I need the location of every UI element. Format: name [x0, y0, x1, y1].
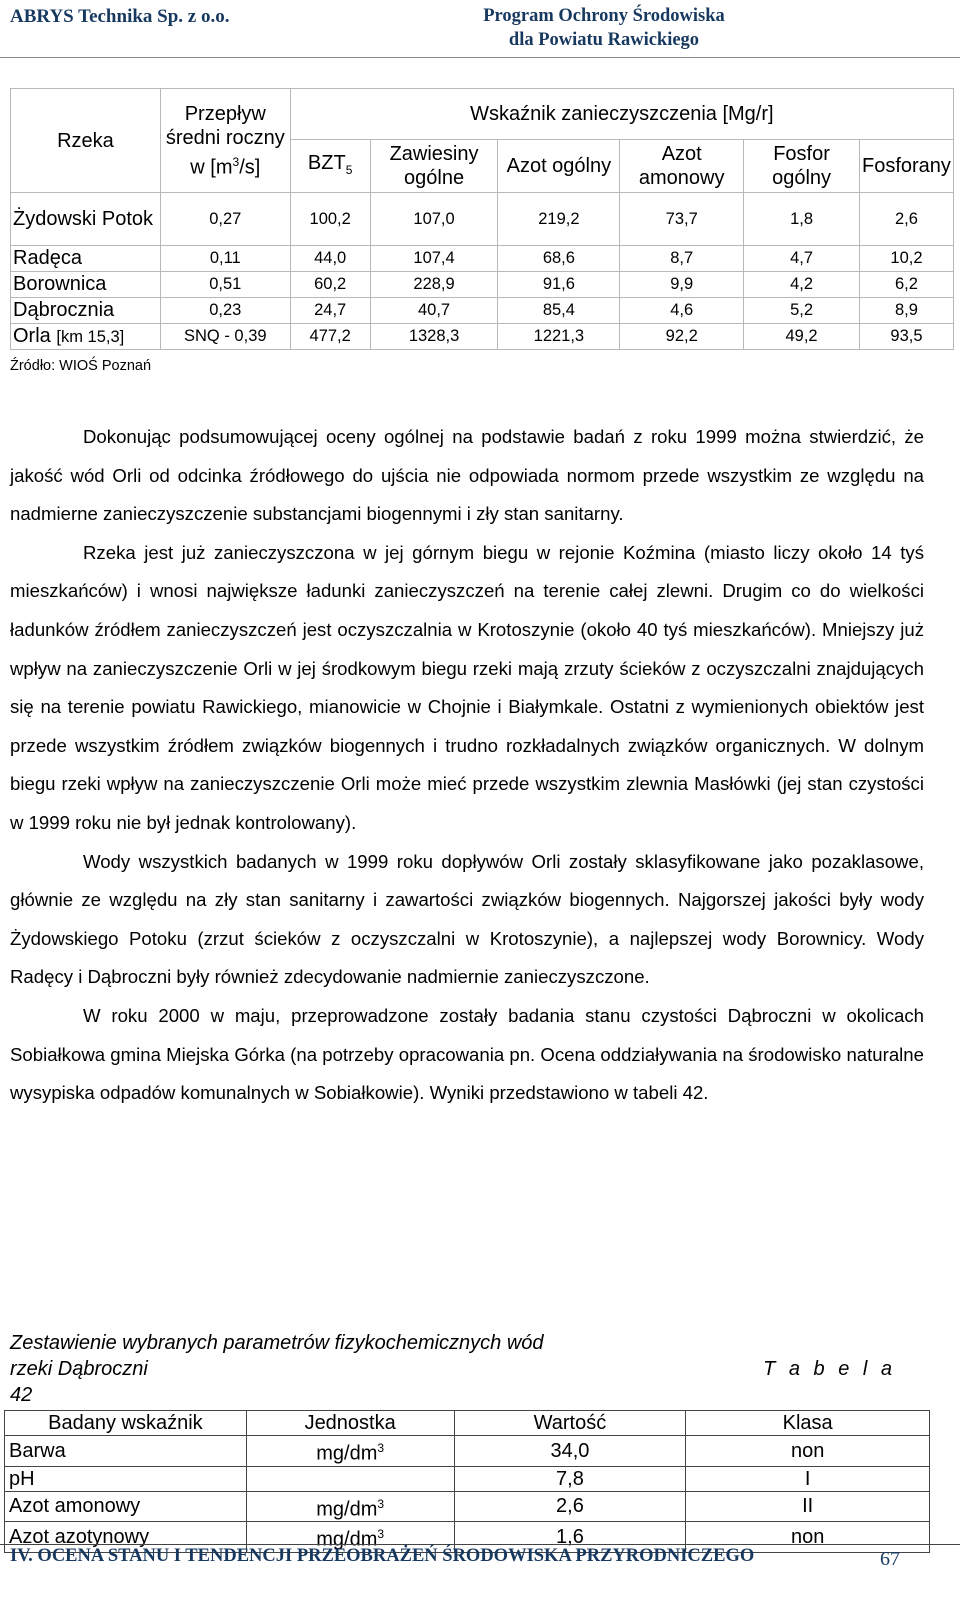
cell-azot: 219,2: [498, 193, 620, 246]
cell-bzt: 100,2: [290, 193, 370, 246]
cell-zaw: 1328,3: [370, 324, 498, 350]
cell-amon: 4,6: [620, 298, 744, 324]
cell-zaw: 107,4: [370, 246, 498, 272]
cell-fosforany: 8,9: [859, 298, 953, 324]
cell-jednostka: $mg/dm^3$: [246, 1522, 454, 1553]
cell-rzeka: Dąbrocznia: [11, 298, 161, 324]
cell-amon: 9,9: [620, 272, 744, 298]
cell-q: 0,23: [160, 298, 290, 324]
header-fosforany: Fosforany: [859, 140, 953, 193]
cell-bzt: 24,7: [290, 298, 370, 324]
cell-zaw: 228,9: [370, 272, 498, 298]
cell-q: 0,51: [160, 272, 290, 298]
table2-header-row: [5, 1411, 930, 1436]
cell-fosfor: 1,8: [744, 193, 860, 246]
cell-rzeka: Borownica: [11, 272, 161, 298]
caption-number: 42: [10, 1384, 33, 1406]
cell-fosfor: 4,2: [744, 272, 860, 298]
header-jednostka: Jednostka: [246, 1411, 454, 1436]
cell-fosfor: 5,2: [744, 298, 860, 324]
header-klasa: Klasa: [686, 1411, 930, 1436]
table-source: Źródło: WIOŚ Poznań: [10, 358, 152, 374]
cell-azot: 91,6: [498, 272, 620, 298]
cell-azot: 85,4: [498, 298, 620, 324]
cell-azot: 68,6: [498, 246, 620, 272]
cell-wartosc: 7,8: [454, 1466, 686, 1491]
cell-amon: 92,2: [620, 324, 744, 350]
header-wartosc: Wartość: [454, 1411, 686, 1436]
program-title-line1: Program Ochrony Środowiska: [483, 6, 725, 26]
table-caption: [10, 1330, 910, 1408]
header-rzeka: Rzeka: [11, 89, 161, 193]
caption-tabela: T a b e l a: [763, 1358, 896, 1380]
table-row: [5, 1491, 930, 1522]
cell-wskaznik: Azot azotynowy: [5, 1522, 247, 1553]
header-wskaznik: Wskaźnik zanieczyszczenia [Mg/r]: [290, 89, 953, 140]
header-zawiesiny: Zawiesiny ogólne: [370, 140, 498, 193]
paragraph: Wody wszystkich badanych w 1999 roku dopływów Orli zostały sklasyfikowane jako pozaklasowe, głównie ze względu na zły stan sanitarny i zawartości związków biogennych. Najgorszej jakości były wody Żydowskiego Potoku (zrzut ścieków z oczyszczalni w Krotoszynie), a najlepszej wody Borownicy. Wody Radęcy i Dąbroczni były również zdecydowanie nadmiernie zanieczyszczone.: [10, 850, 924, 988]
cell-bzt: 60,2: [290, 272, 370, 298]
table-row: [11, 298, 954, 324]
cell-zaw: 40,7: [370, 298, 498, 324]
cell-klasa: non: [686, 1436, 930, 1467]
header-azot-amonowy: Azot amonowy: [620, 140, 744, 193]
footer-divider: [0, 1544, 960, 1545]
cell-jednostka: $mg/dm^3$: [246, 1436, 454, 1467]
cell-fosforany: 10,2: [859, 246, 953, 272]
cell-wskaznik: pH: [5, 1466, 247, 1491]
table-row: [11, 246, 954, 272]
cell-q: 0,11: [160, 246, 290, 272]
cell-q: SNQ - 0,39: [160, 324, 290, 350]
cell-wskaznik: Azot amonowy: [5, 1491, 247, 1522]
table-row: [11, 193, 954, 246]
table-row: [11, 272, 954, 298]
pollution-load-table: [10, 88, 954, 350]
dabrocznia-parameters-table: [4, 1410, 930, 1553]
caption-line2: rzeki Dąbroczni: [10, 1358, 148, 1380]
cell-bzt: 44,0: [290, 246, 370, 272]
header-divider: [0, 57, 960, 58]
caption-line1: Zestawienie wybranych parametrów fizykochemicznych wód: [10, 1332, 544, 1354]
cell-zaw: 107,0: [370, 193, 498, 246]
page-header: [0, 0, 960, 54]
header-fosfor: Fosfor ogólny: [744, 140, 860, 193]
cell-jednostka: $mg/dm^3$: [246, 1491, 454, 1522]
cell-klasa: non: [686, 1522, 930, 1553]
chapter-footer: IV. OCENA STANU I TENDENCJI PRZEOBRAŻEŃ ŚRODOWISKA PRZYRODNICZEGO: [10, 1546, 755, 1566]
header-azot-ogolny: Azot ogólny: [498, 140, 620, 193]
cell-wskaznik: Barwa: [5, 1436, 247, 1467]
header-badany-wskaznik: Badany wskaźnik: [5, 1411, 247, 1436]
cell-fosforany: 2,6: [859, 193, 953, 246]
cell-rzeka: Orla [km 15,3]: [11, 324, 161, 350]
body-text: [10, 418, 924, 1113]
cell-jednostka: [246, 1466, 454, 1491]
paragraph: Rzeka jest już zanieczyszczona w jej górnym biegu w rejonie Koźmina (miasto liczy około 14 tyś mieszkańców) i wnosi największe ładunki zanieczyszczeń na terenie całej zlewni. Drugim co do wielkości ładunków źródłem zanieczyszczeń jest oczyszczalnia w Krotoszynie (około 40 tyś mieszkańców). Mniejszy już wpływ na zanieczyszczenie Orli w jej środkowym biegu rzeki mają zrzuty ścieków z oczyszczalni znajdujących się na terenie powiatu Rawickiego, mianowicie w Chojnie i Białymkale. Ostatni z wymienionych obiektów jest przede wszystkim źródłem związków biogennych i trudno rozkładalnych związków organicznych. W dolnym biegu rzeki wpływ na zanieczyszczenie Orli może mieć przede wszystkim zlewnia Masłówki (jej stan czystości w 1999 roku nie był jednak kontrolowany).: [10, 541, 924, 833]
header-przeplyw: Przepływ średni roczny w $[m^3/s]$: [160, 89, 290, 193]
cell-wartosc: 2,6: [454, 1491, 686, 1522]
cell-amon: 8,7: [620, 246, 744, 272]
cell-klasa: I: [686, 1466, 930, 1491]
table1-header-row1: [11, 89, 954, 140]
cell-amon: 73,7: [620, 193, 744, 246]
program-title: [474, 4, 734, 52]
cell-q: 0,27: [160, 193, 290, 246]
cell-fosfor: 4,7: [744, 246, 860, 272]
cell-rzeka: Radęca: [11, 246, 161, 272]
cell-fosforany: 6,2: [859, 272, 953, 298]
header-bzt: $BZT_5$: [290, 140, 370, 193]
cell-klasa: II: [686, 1491, 930, 1522]
program-title-line2: dla Powiatu Rawickiego: [508, 30, 700, 50]
cell-wartosc: 34,0: [454, 1436, 686, 1467]
cell-wartosc: 1,6: [454, 1522, 686, 1553]
cell-azot: 1221,3: [498, 324, 620, 350]
paragraph: Dokonując podsumowującej oceny ogólnej na podstawie badań z roku 1999 można stwierdzić, że jakość wód Orli od odcinka źródłowego do ujścia nie odpowiada normom przede wszystkim ze względu na nadmierne zanieczyszczenie substancjami biogennymi i zły stan sanitarny.: [10, 426, 924, 525]
paragraph: W roku 2000 w maju, przeprowadzone zostały badania stanu czystości Dąbroczni w okolicach Sobiałkowa gmina Miejska Górka (na potrzeby opracowania pn. Ocena oddziaływania na środowisko naturalne wysypiska odpadów komunalnych w Sobiałkowie). Wyniki przedstawiono w tabeli 42.: [10, 1004, 924, 1104]
company-name: ABRYS Technika Sp. z o.o.: [10, 6, 230, 27]
table-row: [5, 1466, 930, 1491]
cell-fosfor: 49,2: [744, 324, 860, 350]
cell-rzeka: Żydowski Potok: [11, 193, 161, 246]
cell-fosforany: 93,5: [859, 324, 953, 350]
table-row: [5, 1436, 930, 1467]
cell-bzt: 477,2: [290, 324, 370, 350]
table-row: [11, 324, 954, 350]
page-number: 67: [880, 1548, 900, 1570]
